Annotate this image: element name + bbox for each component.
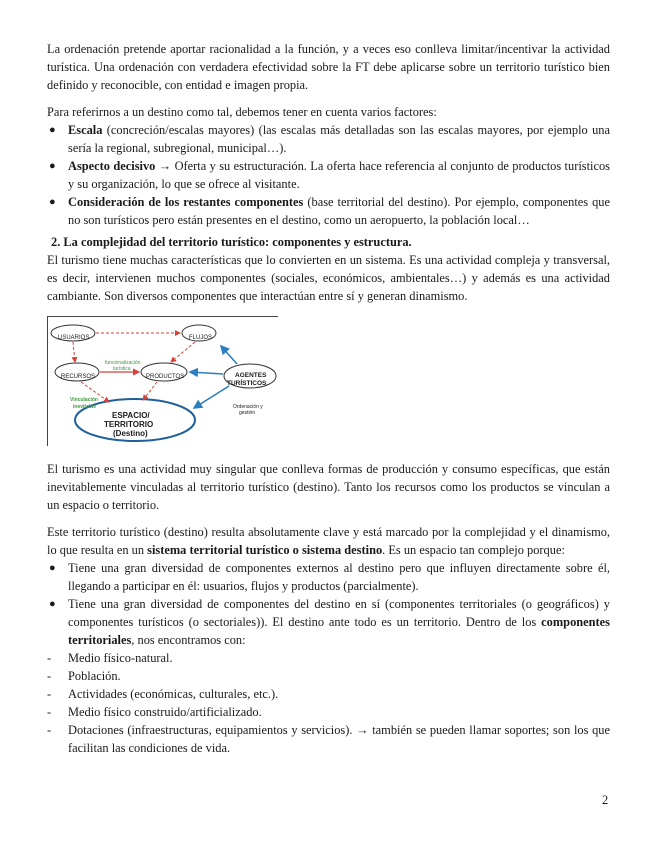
list-item: - Actividades (económicas, culturales, etc.). — [47, 687, 279, 701]
usuarios-label: USUARIOS — [58, 335, 90, 341]
dash-marker: - — [47, 669, 52, 683]
espacio-label-3: (Destino) — [113, 429, 148, 438]
factores-list — [47, 121, 610, 229]
espacio-label-1: ESPACIO/ — [112, 411, 150, 420]
list-item: ● Aspecto decisivo → Oferta y su estructuración. La oferta hace referencia al conjunto de productos turísticos y su organización, lo que se ofrece al visitante. — [49, 159, 610, 191]
list-item: ● Escala (concreción/escalas mayores) (las escalas más detalladas son las escalas mayores, por ejemplo una sería la regional, subregional, municipal…). — [49, 123, 610, 155]
tourism-system-diagram — [47, 316, 278, 446]
funcionalizacion-label-1: funcionalización — [105, 360, 141, 366]
ordenacion-label-2: gestión — [239, 410, 256, 416]
bullet-icon: ● — [49, 160, 56, 172]
ordenacion-label-1: Ordenación y — [233, 404, 263, 410]
agentes-label-1: AGENTES — [235, 372, 267, 379]
arrow-agentes-productos — [190, 372, 223, 374]
vinculacion-label-1: Vinculación — [70, 397, 98, 403]
dash-marker: - — [47, 687, 52, 701]
flujos-label: FLUJOS — [189, 335, 213, 341]
paragraph-sistema: El turismo tiene muchas características que lo convierten en un sistema. Es una actividad compleja y transversal, es decir, intervienen muchos componentes (sociales, económicos, ambientales…) y además es una actividad cambiante. Son diversos componentes que interactúan entre sí y generan dinamismo. — [47, 253, 610, 303]
list-item: - Medio físico-natural. — [47, 651, 173, 665]
agentes-label-2: TURÍSTICOS — [227, 380, 267, 387]
bullet-icon: ● — [49, 598, 56, 610]
list-item: - Medio físico construido/artificializado. — [47, 705, 262, 719]
paragraph-sistema-destino: Este territorio turístico (destino) resulta absolutamente clave y está marcado por la complejidad y el dinamismo, lo que resulta en un sistema territorial turístico o sistema destino. Es un espacio tan complejo porque: — [47, 525, 610, 557]
complejidad-list — [47, 559, 610, 649]
list-item: - Dotaciones (infraestructuras, equipamientos y servicios). → también se pueden llamar soportes; son los que facilitan las condiciones de vida. — [47, 723, 610, 755]
bullet-icon: ● — [49, 196, 56, 208]
list-item: ● Tiene una gran diversidad de componentes del destino en sí (componentes territoriales (o geográficos) y componentes turísticos (o sectoriales)). El destino ante todo es un territorio. Dentro de los componentes territoriales, nos encontramos con: — [49, 597, 610, 647]
dash-marker: - — [47, 705, 52, 719]
section-heading: 2. La complejidad del territorio turístico: componentes y estructura. — [51, 235, 412, 249]
espacio-label-2: TERRITORIO — [104, 420, 154, 429]
funcionalizacion-label-2: turística — [113, 366, 131, 372]
arrow-agentes-flujos — [221, 346, 237, 364]
paragraph-ordenacion: La ordenación pretende aportar racionalidad a la función, y a veces eso conlleva limitar/incentivar la actividad turística. Una ordenación con verdadera efectividad sobre la FT debe aplicarse sobre un territorio turístico bien definido y reconocible, con entidad e imagen propia. — [47, 42, 610, 92]
recursos-label: RECURSOS — [61, 374, 96, 380]
list-item: - Población. — [47, 669, 121, 683]
dash-marker: - — [47, 723, 52, 737]
componentes-list — [47, 649, 610, 757]
bullet-icon: ● — [49, 124, 56, 136]
list-item: ● Tiene una gran diversidad de componentes externos al destino pero que influyen directamente sobre él, llegando a participar en él: usuarios, flujos y productos (parcialmente). — [49, 561, 610, 593]
page-number: 2 — [602, 793, 609, 807]
paragraph-singular: El turismo es una actividad muy singular que conlleva formas de producción y consumo específicas, que están inevitablemente vinculadas al territorio turístico (destino). Tanto los recursos como los productos se vinculan a un espacio o territorio. — [47, 462, 610, 512]
document-page — [47, 40, 610, 757]
arrow-agentes-espacio — [194, 386, 229, 408]
dash-marker: - — [47, 651, 52, 665]
productos-label: PRODUCTOS — [146, 374, 185, 380]
bullet-icon: ● — [49, 562, 56, 574]
list-item: ● Consideración de los restantes componentes (base territorial del destino). Por ejemplo, componentes que no son turísticos pero están presentes en el destino, como un aeropuerto, la población local… — [49, 195, 610, 227]
paragraph-factores-intro: Para referirnos a un destino como tal, debemos tener en cuenta varios factores: — [47, 105, 437, 119]
vinculacion-label-2: inevitable — [73, 404, 97, 410]
